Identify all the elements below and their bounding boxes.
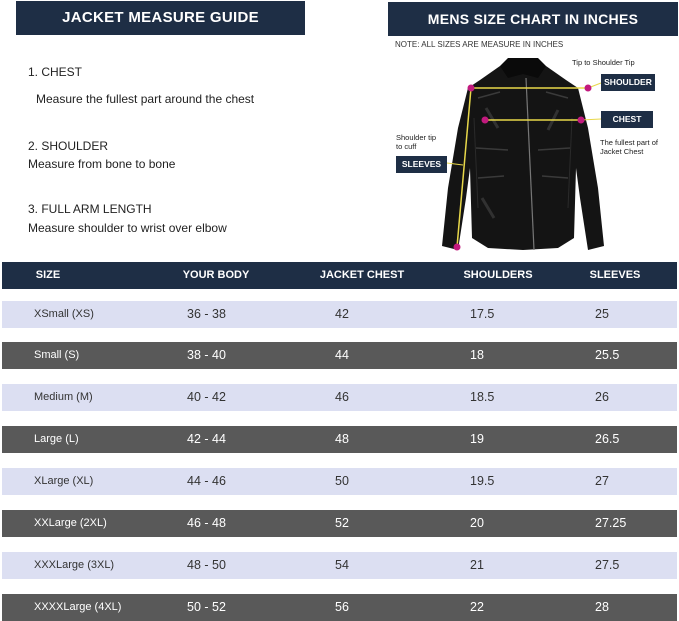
cell-size: Small (S) (34, 349, 80, 361)
chest-marker-left (482, 117, 489, 124)
cell-shoulders: 18 (470, 348, 484, 362)
shoulder-desc: Measure from bone to bone (28, 157, 176, 171)
shoulder-heading: 2. SHOULDER (28, 139, 109, 153)
cell-size: Large (L) (34, 433, 79, 445)
table-row (2, 426, 677, 453)
cell-size: XXXLarge (3XL) (34, 559, 115, 571)
cell-body: 38 - 40 (187, 348, 226, 362)
cell-sleeves: 26.5 (595, 432, 620, 446)
note: NOTE: ALL SIZES ARE MEASURE IN INCHES (395, 40, 564, 49)
table-row (2, 510, 677, 537)
cell-shoulders: 18.5 (470, 390, 495, 404)
cell-size: XXXXLarge (4XL) (34, 601, 122, 613)
table-row (2, 552, 677, 579)
cell-body: 50 - 52 (187, 600, 226, 614)
sleeve-pointer (447, 163, 463, 165)
header-shoulders: SHOULDERS (463, 269, 533, 281)
cell-shoulders: 19 (470, 432, 484, 446)
table-row (2, 594, 677, 621)
cell-sleeves: 25 (595, 307, 609, 321)
cell-chest: 54 (335, 558, 349, 572)
shoulder-marker-left (468, 85, 475, 92)
sleeve-line (457, 88, 471, 247)
cell-sleeves: 25.5 (595, 348, 620, 362)
cell-shoulders: 20 (470, 516, 484, 530)
cell-sleeves: 26 (595, 390, 609, 404)
cell-chest: 42 (335, 307, 349, 321)
chart-title: MENS SIZE CHART IN INCHES (388, 2, 678, 36)
cell-chest: 50 (335, 474, 349, 488)
header-jacket-chest: JACKET CHEST (319, 269, 405, 281)
cell-size: XSmall (XS) (34, 308, 94, 320)
sleeve-desc-1: Shoulder tip (396, 133, 437, 142)
header-sleeves: SLEEVES (589, 269, 641, 281)
cell-sleeves: 28 (595, 600, 609, 614)
cell-shoulders: 19.5 (470, 474, 495, 488)
cell-shoulders: 21 (470, 558, 484, 572)
cell-chest: 56 (335, 600, 349, 614)
cell-shoulders: 22 (470, 600, 484, 614)
tip-label: Tip to Shoulder Tip (572, 58, 635, 67)
cell-chest: 48 (335, 432, 349, 446)
cell-chest: 44 (335, 348, 349, 362)
cell-chest: 46 (335, 390, 349, 404)
cell-body: 36 - 38 (187, 307, 226, 321)
cell-body: 46 - 48 (187, 516, 226, 530)
cell-body: 44 - 46 (187, 474, 226, 488)
cell-chest: 52 (335, 516, 349, 530)
cell-body: 40 - 42 (187, 390, 226, 404)
chest-desc-1: The fullest part of (600, 138, 658, 147)
header-your-body: YOUR BODY (182, 269, 250, 281)
arm-heading: 3. FULL ARM LENGTH (28, 202, 152, 216)
arm-desc: Measure shoulder to wrist over elbow (28, 221, 227, 235)
guide-title: JACKET MEASURE GUIDE (16, 1, 305, 35)
cell-sleeves: 27 (595, 474, 609, 488)
chest-marker-right (578, 117, 585, 124)
chest-tag: CHEST (601, 111, 653, 128)
sleeve-desc-2: to cuff (396, 142, 417, 151)
shoulder-tag: SHOULDER (601, 74, 655, 91)
cell-size: XLarge (XL) (34, 475, 94, 487)
chest-desc: Measure the fullest part around the chest (36, 92, 255, 106)
cell-body: 48 - 50 (187, 558, 226, 572)
table-row (2, 301, 677, 328)
shoulder-marker-right (585, 85, 592, 92)
table-header (2, 262, 677, 289)
cell-sleeves: 27.5 (595, 558, 620, 572)
table-row (2, 342, 677, 369)
cell-sleeves: 27.25 (595, 516, 627, 530)
cuff-marker (454, 244, 461, 251)
cell-body: 42 - 44 (187, 432, 226, 446)
header-size: SIZE (35, 269, 61, 281)
sleeves-tag: SLEEVES (396, 156, 447, 173)
chest-heading: 1. CHEST (28, 65, 83, 79)
cell-size: Medium (M) (34, 391, 93, 403)
chest-desc-2: Jacket Chest (600, 147, 644, 156)
cell-size: XXLarge (2XL) (34, 517, 107, 529)
cell-shoulders: 17.5 (470, 307, 495, 321)
table-row (2, 384, 677, 411)
table-row (2, 468, 677, 495)
